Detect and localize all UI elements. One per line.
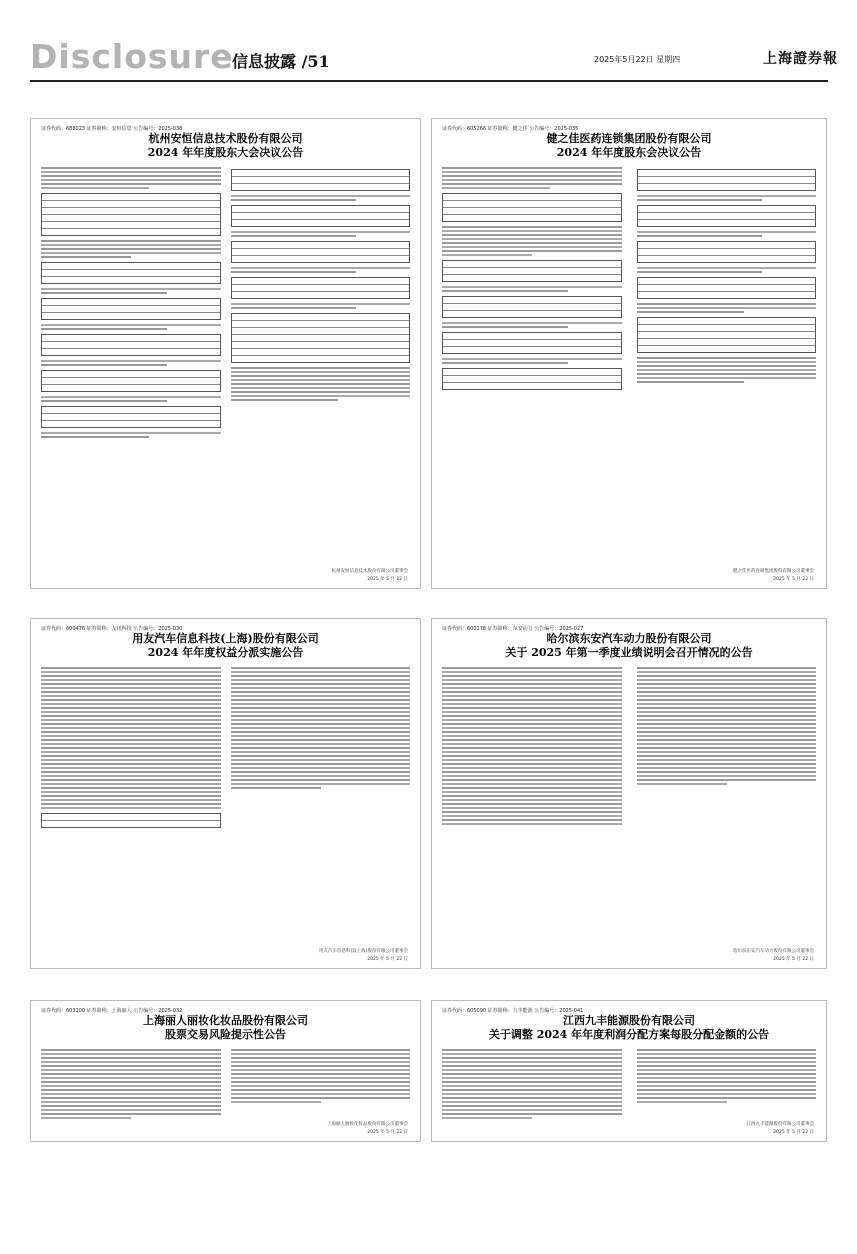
stock-code-line: 证券代码：600178 证券简称：东安动力 公告编号：2025-027	[442, 626, 584, 632]
announcement-subtitle: 关于调整 2024 年年度利润分配方案每股分配金额的公告	[488, 1028, 770, 1041]
body-text-left	[41, 1047, 221, 1121]
announcement-subtitle: 2024 年年度股东大会决议公告	[147, 146, 304, 159]
body-text-left	[41, 165, 221, 440]
stock-code-line: 证券代码：605090 证券简称：九丰能源 公告编号：2025-041	[442, 1008, 584, 1014]
stock-code-line: 证券代码：603100 证券简称：上海丽人 公告编号：2025-032	[41, 1008, 183, 1014]
body-text-right	[637, 165, 816, 385]
section-title: 信息披露 /51	[232, 52, 330, 71]
header-rule	[30, 80, 828, 82]
body-text-right	[637, 665, 816, 787]
announcement-title: 健之佳医药连锁集团股份有限公司	[546, 132, 712, 145]
announcement-yonyou-auto	[30, 618, 421, 969]
announcement-subtitle: 2024 年年度股东会决议公告	[556, 146, 702, 159]
signature-company: 杭州安恒信息技术股份有限公司董事会	[331, 569, 408, 574]
announcement-title: 杭州安恒信息技术股份有限公司	[148, 132, 303, 145]
body-text-right	[231, 1047, 410, 1105]
announcement-title: 用友汽车信息科技(上海)股份有限公司	[132, 632, 319, 645]
signature-company: 哈尔滨东安汽车动力股份有限公司董事会	[733, 949, 814, 954]
brand-logo: Disclosure	[30, 37, 234, 76]
announcement-title: 上海丽人丽妆化妆品股份有限公司	[143, 1014, 308, 1027]
body-text-left	[442, 165, 622, 394]
body-text-right	[637, 1047, 816, 1105]
announcement-anhen	[30, 118, 421, 589]
dateline: 2025年5月22日 星期四	[594, 55, 681, 64]
signature-date: 2025 年 5 月 22 日	[773, 957, 814, 962]
announcement-title: 哈尔滨东安汽车动力股份有限公司	[546, 632, 712, 645]
body-text-right	[231, 665, 410, 791]
signature-date: 2025 年 5 月 22 日	[773, 577, 814, 582]
stock-code-line: 证券代码：605266 证券简称：健之佳 公告编号：2025-035	[442, 126, 579, 132]
signature-date: 2025 年 5 月 22 日	[773, 1130, 814, 1135]
signature-date: 2025 年 5 月 22 日	[367, 1130, 408, 1135]
announcement-lily-beauty	[30, 1000, 421, 1142]
body-text-left	[41, 665, 221, 832]
body-text-right	[231, 165, 410, 403]
body-text-left	[442, 1047, 622, 1121]
announcement-dongan	[431, 618, 827, 969]
announcement-jiufeng	[431, 1000, 827, 1142]
signature-company: 健之佳医药连锁集团股份有限公司董事会	[733, 569, 814, 574]
stock-code-line: 证券代码：600476 证券简称：友讯科技 公告编号：2025-030	[41, 626, 183, 632]
signature-company: 上海丽人丽妆化妆品股份有限公司董事会	[327, 1122, 408, 1127]
masthead	[0, 0, 857, 82]
signature-company: 江西九丰能源股份有限公司董事会	[746, 1122, 814, 1127]
announcement-subtitle: 2024 年年度权益分派实施公告	[147, 646, 304, 659]
stock-code-line: 证券代码：688023 证券简称：安恒信息 公告编号：2025-038	[41, 126, 183, 132]
signature-date: 2025 年 5 月 22 日	[367, 577, 408, 582]
body-text-left	[442, 665, 622, 827]
announcement-title: 江西九丰能源股份有限公司	[563, 1014, 695, 1027]
announcement-subtitle: 股票交易风险提示性公告	[165, 1028, 286, 1041]
announcement-subtitle: 关于 2025 年第一季度业绩说明会召开情况的公告	[505, 646, 753, 659]
signature-date: 2025 年 5 月 22 日	[367, 957, 408, 962]
signature-company: 用友汽车信息科技(上海)股份有限公司董事会	[318, 949, 408, 954]
announcement-jianzhijia	[431, 118, 827, 589]
newspaper-name: 上海證券報	[763, 51, 838, 67]
